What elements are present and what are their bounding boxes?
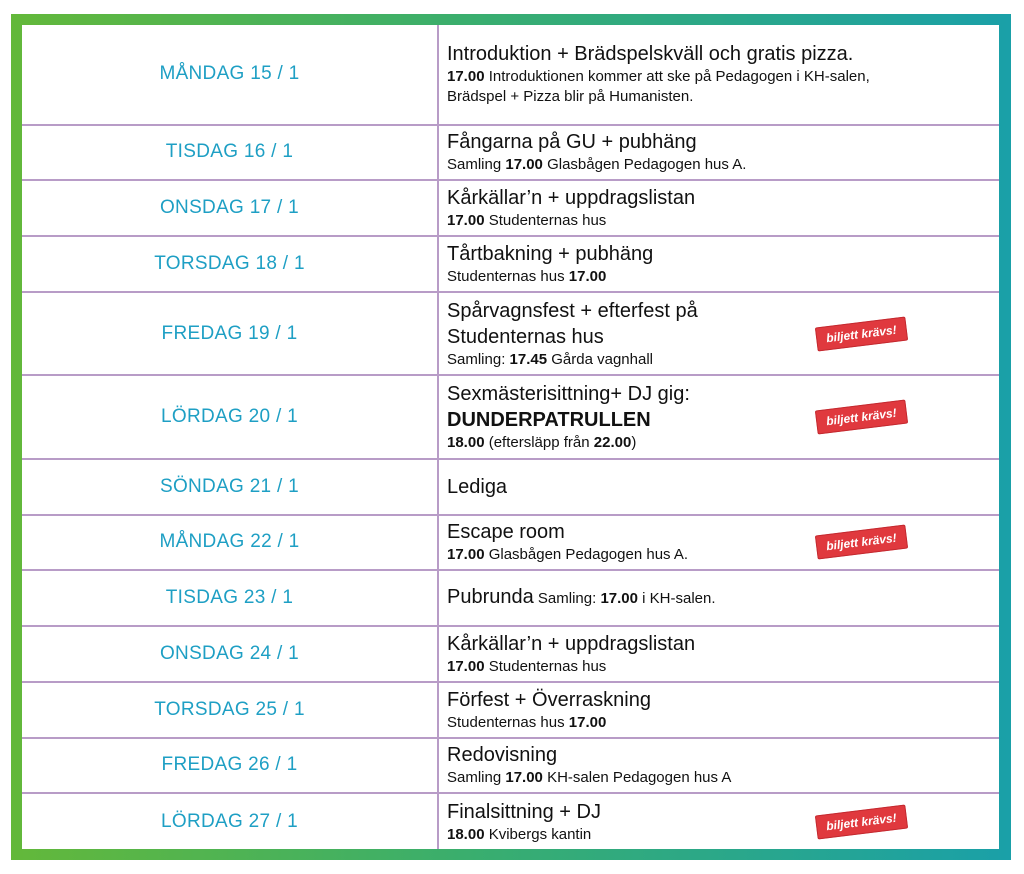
event-cell (439, 460, 999, 514)
day-label: FREDAG 26 / 1 (22, 739, 439, 793)
event-cell (439, 627, 999, 681)
event-cell (439, 683, 999, 737)
table-row (22, 237, 999, 293)
ticket-required-badge: biljett krävs! (815, 804, 908, 839)
event-cell (439, 25, 999, 124)
event-title: Lediga (447, 475, 508, 498)
event-cell (439, 126, 999, 180)
event-title: Tårtbakning + pubhäng (447, 242, 654, 265)
event-details: Studenternas hus 17.00 (447, 267, 607, 285)
event-details: Samling 17.00 Glasbågen Pedagogen hus A. (447, 156, 747, 174)
day-label: ONSDAG 24 / 1 (22, 627, 439, 681)
event-details: 17.00 Studenternas hus (447, 212, 607, 230)
table-row (22, 25, 999, 126)
ticket-required-badge: biljett krävs! (815, 400, 908, 435)
event-cell (439, 571, 999, 625)
event-details: 17.00 Glasbågen Pedagogen hus A. (447, 546, 689, 564)
day-label: ONSDAG 17 / 1 (22, 181, 439, 235)
ticket-required-badge: biljett krävs! (815, 525, 908, 560)
day-label: MÅNDAG 22 / 1 (22, 516, 439, 570)
event-title-line-2: Studenternas hus (447, 325, 604, 348)
day-label: SÖNDAG 21 / 1 (22, 460, 439, 514)
table-row (22, 460, 999, 516)
day-label: TISDAG 23 / 1 (22, 571, 439, 625)
day-label: LÖRDAG 27 / 1 (22, 794, 439, 849)
event-title: Redovisning (447, 744, 558, 767)
event-cell (439, 516, 999, 570)
day-label: TORSDAG 18 / 1 (22, 237, 439, 291)
day-label: FREDAG 19 / 1 (22, 293, 439, 375)
schedule-table (22, 25, 999, 849)
event-details: Samling: 17.45 Gårda vagnhall (447, 350, 653, 368)
event-title: Finalsittning + DJ (447, 800, 601, 823)
event-details: 18.00 (eftersläpp från 22.00) (447, 434, 637, 452)
day-label: MÅNDAG 15 / 1 (22, 25, 439, 124)
event-cell (439, 237, 999, 291)
table-row (22, 571, 999, 627)
event-cell (439, 181, 999, 235)
event-title: Kårkällar’n + uppdragslistan (447, 187, 696, 210)
event-details: 18.00 Kvibergs kantin (447, 825, 592, 843)
table-row (22, 683, 999, 739)
event-details: Studenternas hus 17.00 (447, 713, 607, 731)
ticket-required-badge: biljett krävs! (815, 316, 908, 351)
event-details: 17.00 Studenternas hus (447, 657, 607, 675)
table-row (22, 516, 999, 572)
day-label: TISDAG 16 / 1 (22, 126, 439, 180)
event-title: Escape room (447, 521, 565, 544)
event-details-2: Brädspel + Pizza blir på Humanisten. (447, 88, 694, 106)
event-details: 17.00 Introduktionen kommer att ske på Pedagogen i KH-salen, (447, 68, 870, 86)
table-row (22, 627, 999, 683)
table-row (22, 126, 999, 182)
table-row (22, 739, 999, 795)
event-cell (439, 794, 999, 849)
event-title-line-2: DUNDERPATRULLEN (447, 409, 651, 432)
event-title: Sexmästerisittning+ DJ gig: (447, 383, 690, 406)
event-details: Samling 17.00 KH-salen Pedagogen hus A (447, 769, 732, 787)
event-cell (439, 739, 999, 793)
event-title: Kårkällar’n + uppdragslistan (447, 632, 696, 655)
table-row (22, 794, 999, 849)
event-title: Förfest + Överraskning (447, 688, 651, 711)
day-label: TORSDAG 25 / 1 (22, 683, 439, 737)
table-row (22, 293, 999, 377)
event-title: Spårvagnsfest + efterfest på (447, 299, 698, 322)
day-label: LÖRDAG 20 / 1 (22, 376, 439, 458)
event-cell (439, 376, 999, 458)
table-row (22, 181, 999, 237)
event-title: Pubrunda Samling: 17.00 i KH-salen. (447, 586, 716, 609)
event-cell (439, 293, 999, 375)
event-title: Introduktion + Brädspelskväll och gratis pizza. (447, 43, 854, 66)
event-title: Fångarna på GU + pubhäng (447, 131, 697, 154)
table-row (22, 376, 999, 460)
